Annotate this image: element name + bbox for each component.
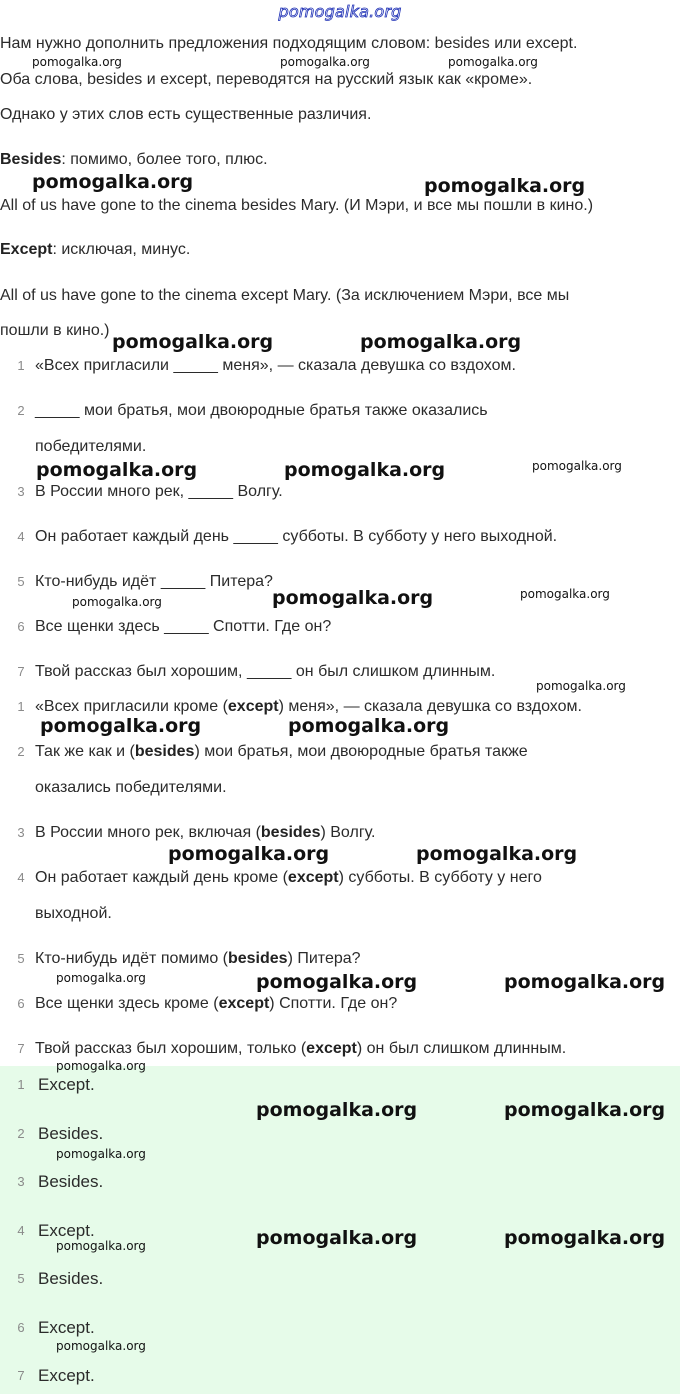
watermark: pomogalka.org — [280, 55, 370, 69]
exercise-item: «Всех пригласили _____ меня», — сказала девушка со вздохом. — [35, 357, 516, 374]
watermark: pomogalka.org — [56, 1147, 146, 1161]
watermark: pomogalka.org — [272, 587, 434, 609]
watermark: pomogalka.org — [520, 587, 610, 601]
except-example-line2: пошли в кино.) — [0, 322, 110, 339]
solution-item: Все щенки здесь кроме (except) Спотти. Где он? — [35, 995, 398, 1012]
watermark: pomogalka.org — [168, 843, 330, 865]
besides-definition — [0, 150, 268, 170]
watermark: pomogalka.org — [284, 459, 446, 481]
watermark: pomogalka.org — [36, 459, 198, 481]
watermark: pomogalka.org — [32, 171, 194, 193]
translation-text: Оба слова, besides и except, переводятся на русский язык как «кроме». — [0, 71, 533, 88]
watermark: pomogalka.org — [424, 175, 586, 197]
answer-number: 1 — [17, 1077, 25, 1092]
answer-item: Except. — [38, 1075, 95, 1094]
answer-item: Except. — [38, 1366, 95, 1385]
watermark: pomogalka.org — [504, 1227, 666, 1249]
solution-item-cont: выходной. — [35, 905, 112, 922]
exercise-item: Он работает каждый день _____ субботы. В субботу у него выходной. — [35, 528, 558, 545]
watermark: pomogalka.org — [360, 331, 522, 353]
besides-meaning: : помимо, более того, плюс. — [61, 151, 268, 168]
solution-number: 1 — [17, 699, 25, 714]
solution-item-cont: оказались победителями. — [35, 779, 227, 796]
solution-item: Твой рассказ был хорошим, только (except) он был слишком длинным. — [35, 1040, 567, 1057]
solution-item: Он работает каждый день кроме (except) субботы. В субботу у него — [35, 869, 542, 886]
watermark: pomogalka.org — [256, 971, 418, 993]
watermark: pomogalka.org — [72, 595, 162, 609]
answer-word: besides — [227, 950, 288, 967]
watermark: pomogalka.org — [256, 1099, 418, 1121]
solution-item: В России много рек, включая (besides) Волгу. — [35, 824, 376, 841]
answer-item: Except. — [38, 1221, 95, 1240]
exercise-item: _____ мои братья, мои двоюродные братья также оказались — [35, 402, 488, 419]
answer-number: 3 — [17, 1174, 25, 1189]
watermark: pomogalka.org — [536, 679, 626, 693]
answer-item: Besides. — [38, 1172, 104, 1191]
answer-item: Besides. — [38, 1124, 104, 1143]
task-text: Нам нужно дополнить предложения подходящим словом: besides или except. — [0, 35, 578, 52]
watermark: pomogalka.org — [288, 715, 450, 737]
solution-number: 2 — [17, 744, 25, 759]
watermark: pomogalka.org — [56, 1059, 146, 1073]
answer-number: 5 — [17, 1271, 25, 1286]
except-meaning: : исключая, минус. — [52, 241, 191, 258]
watermark: pomogalka.org — [504, 971, 666, 993]
solution-item: Так же как и (besides) мои братья, мои двоюродные братья также — [35, 743, 528, 760]
watermark: pomogalka.org — [448, 55, 538, 69]
answer-number: 4 — [17, 1223, 25, 1238]
watermark: pomogalka.org — [40, 715, 202, 737]
exercise-item: Кто-нибудь идёт _____ Питера? — [35, 573, 273, 590]
answer-word: besides — [134, 743, 195, 760]
watermark: pomogalka.org — [504, 1099, 666, 1121]
solution-number: 6 — [17, 996, 25, 1011]
exercise-item-cont: победителями. — [35, 438, 147, 455]
watermark: pomogalka.org — [32, 55, 122, 69]
except-term: Except — [0, 241, 53, 258]
answer-word: except — [227, 698, 279, 715]
solution-number: 5 — [17, 951, 25, 966]
answer-word: except — [218, 995, 270, 1012]
watermark: pomogalka.org — [56, 1239, 146, 1253]
solution-number: 4 — [17, 870, 25, 885]
solution-item: Кто-нибудь идёт помимо (besides) Питера? — [35, 950, 361, 967]
watermark: pomogalka.org — [112, 331, 274, 353]
exercise-number: 1 — [17, 358, 25, 373]
answer-number: 2 — [17, 1126, 25, 1141]
watermark: pomogalka.org — [56, 1339, 146, 1353]
answer-number: 6 — [17, 1320, 25, 1335]
exercise-number: 5 — [17, 574, 25, 589]
answer-word: except — [287, 869, 339, 886]
difference-text: Однако у этих слов есть существенные различия. — [0, 106, 372, 123]
exercise-number: 6 — [17, 619, 25, 634]
watermark: pomogalka.org — [416, 843, 578, 865]
except-example-line1: All of us have gone to the cinema except Mary. (За исключением Мэри, все мы — [0, 287, 570, 304]
solution-number: 7 — [17, 1041, 25, 1056]
except-definition — [0, 240, 190, 260]
exercise-number: 4 — [17, 529, 25, 544]
exercise-number: 2 — [17, 403, 25, 418]
exercise-item: В России много рек, _____ Волгу. — [35, 483, 283, 500]
site-header[interactable]: pomogalka.org — [278, 2, 402, 21]
besides-term: Besides — [0, 151, 62, 168]
exercise-number: 3 — [17, 484, 25, 499]
watermark: pomogalka.org — [256, 1227, 418, 1249]
answer-word: except — [306, 1040, 357, 1057]
exercise-item: Твой рассказ был хорошим, _____ он был слишком длинным. — [35, 663, 496, 680]
answer-item: Except. — [38, 1318, 95, 1337]
answer-word: besides — [260, 824, 321, 841]
exercise-number: 7 — [17, 664, 25, 679]
watermark: pomogalka.org — [532, 459, 622, 473]
answer-item: Besides. — [38, 1269, 104, 1288]
solution-number: 3 — [17, 825, 25, 840]
watermark: pomogalka.org — [56, 971, 146, 985]
exercise-item: Все щенки здесь _____ Спотти. Где он? — [35, 618, 332, 635]
besides-example: All of us have gone to the cinema besides Mary. (И Мэри, и все мы пошли в кино.) — [0, 197, 594, 214]
solution-item: «Всех пригласили кроме (except) меня», — сказала девушка со вздохом. — [35, 698, 582, 715]
answer-number: 7 — [17, 1368, 25, 1383]
